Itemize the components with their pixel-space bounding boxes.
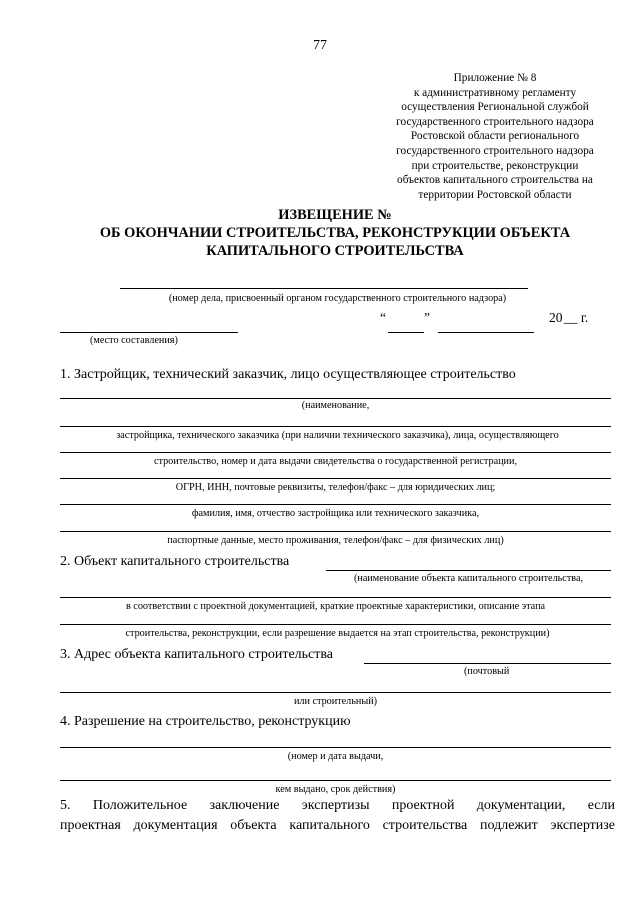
- section-1-line-5[interactable]: [60, 504, 611, 505]
- section-2-line-1[interactable]: [326, 570, 611, 571]
- section-1-line-2[interactable]: [60, 426, 611, 427]
- appendix-line: к административному регламенту: [413, 86, 577, 99]
- date-year-prefix: 20: [549, 310, 563, 325]
- case-number-line[interactable]: [120, 288, 528, 289]
- section-3-caption-2: или строительный): [293, 696, 378, 707]
- title-line-3: КАПИТАЛЬНОГО СТРОИТЕЛЬСТВА: [206, 243, 464, 259]
- section-1-line-4[interactable]: [60, 478, 611, 479]
- appendix-line: осуществления Региональной службой: [401, 101, 589, 114]
- section-2-caption-3: строительства, реконструкции, если разрешение выдается на этап строительства, реконструкции): [125, 628, 550, 639]
- section-2-line-3[interactable]: [60, 624, 611, 625]
- section-5-line-1: 5. Положительное заключение экспертизы проектной документации, если: [60, 798, 615, 813]
- section-1-caption-3: строительство, номер и дата выдачи свидетельства о государственной регистрации,: [153, 456, 518, 467]
- section-4-line-2[interactable]: [60, 780, 611, 781]
- date-day-line[interactable]: [388, 332, 424, 333]
- section-1-caption-1: (наименование,: [301, 400, 370, 411]
- section-5-line-2: проектная документация объекта капитального строительства подлежит экспертизе: [60, 818, 615, 833]
- case-number-caption: (номер дела, присвоенный органом государственного строительного надзора): [168, 293, 507, 304]
- section-1-caption-2: застройщика, технического заказчика (при наличии технического заказчика), лица, осуществляющего: [116, 430, 559, 441]
- section-1-caption-5: фамилия, имя, отчество застройщика или технического заказчика,: [191, 508, 480, 519]
- appendix-line: территории Ростовской области: [418, 188, 572, 201]
- appendix-line: государственного строительного надзора: [396, 115, 594, 128]
- section-1-line-3[interactable]: [60, 452, 611, 453]
- place-caption: (место составления): [90, 335, 178, 346]
- date-month-line[interactable]: [438, 332, 534, 333]
- section-3-caption-1: (почтовый: [464, 666, 510, 677]
- section-2-caption-1: (наименование объекта капитального строительства,: [353, 573, 584, 584]
- section-3-line-2[interactable]: [60, 692, 611, 693]
- date-quote-close: ”: [424, 310, 430, 325]
- section-1-caption-4: ОГРН, ИНН, почтовые реквизиты, телефон/факс – для юридических лиц;: [175, 482, 496, 493]
- appendix-note: [390, 71, 600, 202]
- appendix-line: при строительстве, реконструкции: [411, 159, 579, 172]
- section-2-line-2[interactable]: [60, 597, 611, 598]
- appendix-line: Приложение № 8: [453, 72, 537, 84]
- section-3-heading: 3. Адрес объекта капитального строительства: [60, 647, 334, 662]
- section-1-line-6[interactable]: [60, 531, 611, 532]
- title-line-2: ОБ ОКОНЧАНИИ СТРОИТЕЛЬСТВА, РЕКОНСТРУКЦИИ ОБЪЕКТА: [99, 225, 571, 241]
- section-4-caption-2: кем выдано, срок действия): [275, 784, 396, 795]
- section-4-line-1[interactable]: [60, 747, 611, 748]
- appendix-line: объектов капитального строительства на: [397, 174, 593, 187]
- section-1-line-1[interactable]: [60, 398, 611, 399]
- section-2-caption-2: в соответствии с проектной документацией, краткие проектные характеристики, описание этапа: [125, 601, 546, 612]
- title-line-1: ИЗВЕЩЕНИЕ №: [278, 207, 392, 223]
- section-2-heading: 2. Объект капитального строительства: [60, 554, 290, 569]
- document-title: [40, 206, 630, 260]
- section-1-heading: 1. Застройщик, технический заказчик, лицо осуществляющее строительство: [60, 367, 516, 382]
- appendix-line: государственного строительного надзора: [396, 144, 594, 157]
- page-number: 77: [313, 38, 327, 53]
- place-line[interactable]: [60, 332, 238, 333]
- section-4-heading: 4. Разрешение на строительство, реконструкцию: [60, 714, 351, 729]
- date-quote-open: “: [380, 310, 386, 325]
- section-4-caption-1: (номер и дата выдачи,: [287, 751, 384, 762]
- appendix-line: Ростовской области регионального: [410, 130, 580, 143]
- date-year-suffix: __ г.: [564, 310, 589, 325]
- section-1-caption-6: паспортные данные, место проживания, телефон/факс – для физических лиц): [167, 535, 504, 546]
- section-3-line-1[interactable]: [364, 663, 611, 664]
